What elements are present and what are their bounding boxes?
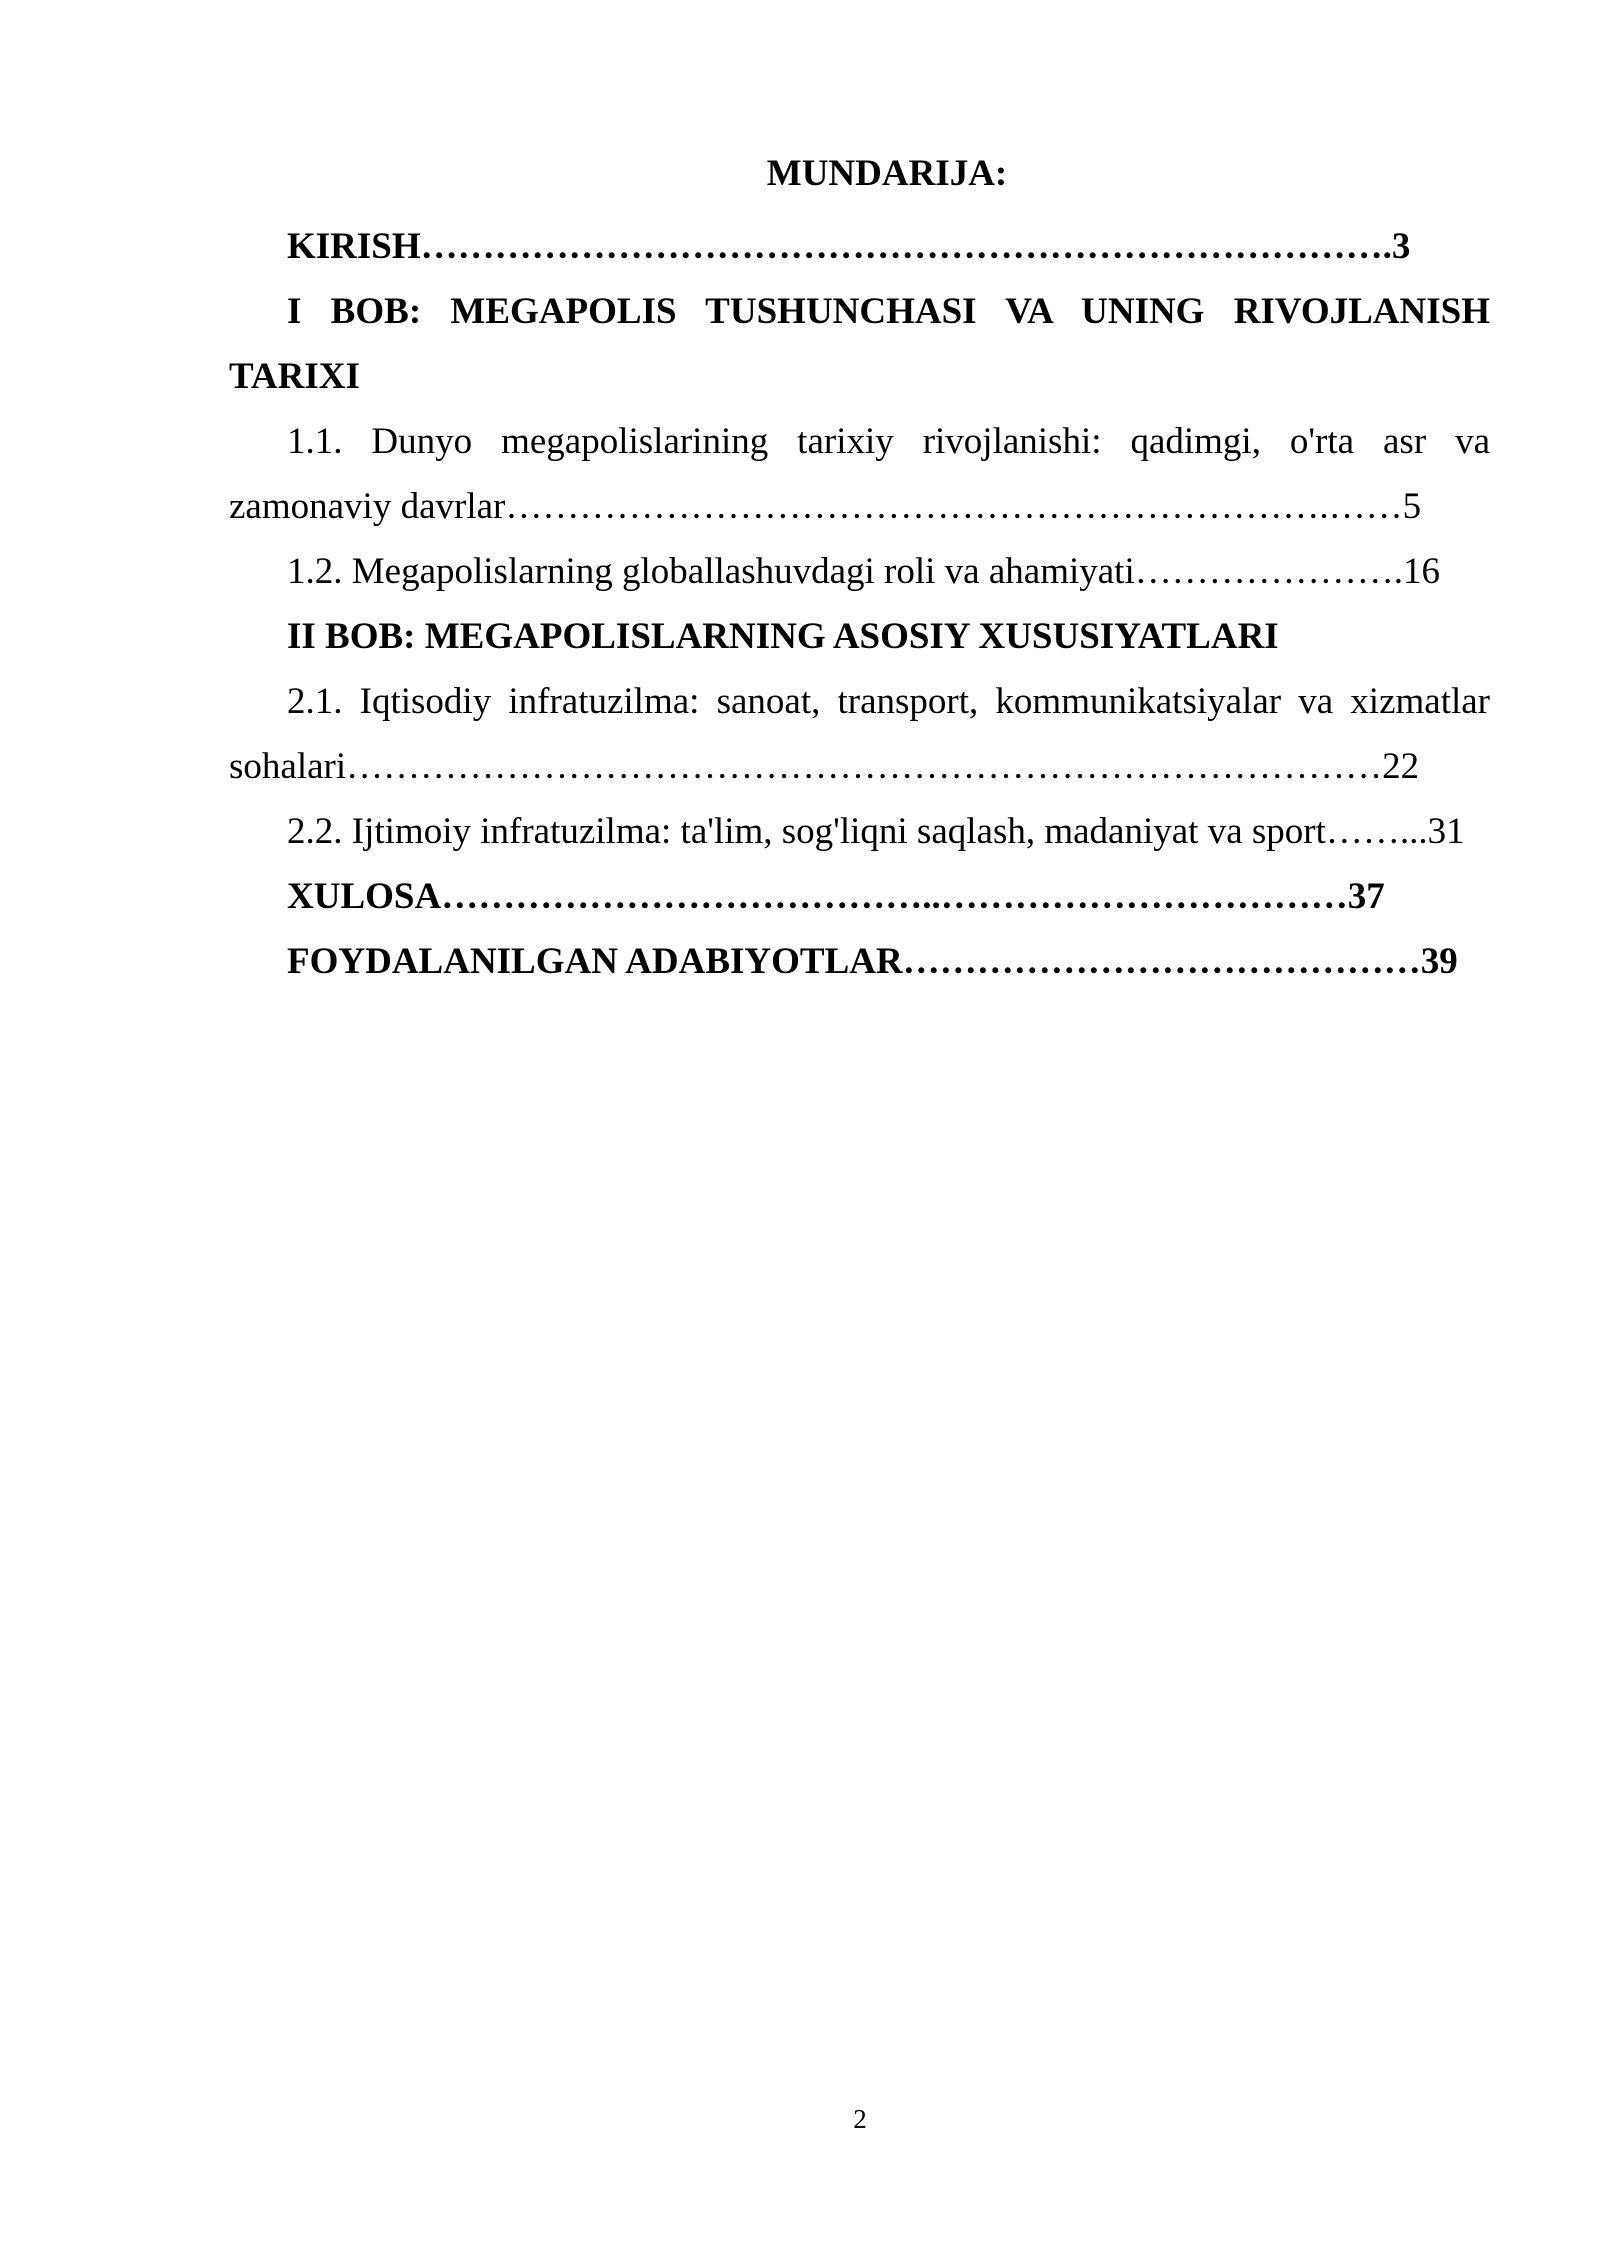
page-number: 2 <box>853 2104 867 2134</box>
toc-entry-chapter-1-line-1: I BOB: MEGAPOLIS TUSHUNCHASI VA UNING RIVOJLANISH <box>287 291 1490 332</box>
page-title: MUNDARIJA: <box>766 153 1008 194</box>
toc-entry-intro: KIRISH…………………………………………………………………….3 <box>287 226 1411 267</box>
toc-entry-chapter-1-line-2: TARIXI <box>229 356 360 397</box>
table-of-contents <box>229 214 1490 994</box>
toc-entry-section-2-2: 2.2. Ijtimoiy infratuzilma: ta'lim, sog'liqni saqlash, madaniyat va sport……...31 <box>287 811 1465 852</box>
toc-entry-section-2-1-line-1: 2.1. Iqtisodiy infratuzilma: sanoat, transport, kommunikatsiyalar va xizmatlar <box>287 681 1490 722</box>
toc-entry-chapter-2: II BOB: MEGAPOLISLARNING ASOSIY XUSUSIYATLARI <box>287 616 1279 657</box>
toc-entry-conclusion: XULOSA…………………………………..……………………………37 <box>287 876 1385 917</box>
toc-entry-section-2-1-line-2: sohalari…………………………………………………………………………22 <box>229 746 1420 787</box>
toc-entry-section-1-2: 1.2. Megapolislarning globallashuvdagi roli va ahamiyati………………….16 <box>287 551 1440 592</box>
toc-entry-section-1-1-line-2: zamonaviy davrlar………………………………………………………….……5 <box>229 486 1422 527</box>
toc-entry-references: FOYDALANILGAN ADABIYOTLAR……………………………………39 <box>287 941 1458 982</box>
toc-entry-section-1-1-line-1: 1.1. Dunyo megapolislarining tarixiy rivojlanishi: qadimgi, o'rta asr va <box>287 421 1490 462</box>
